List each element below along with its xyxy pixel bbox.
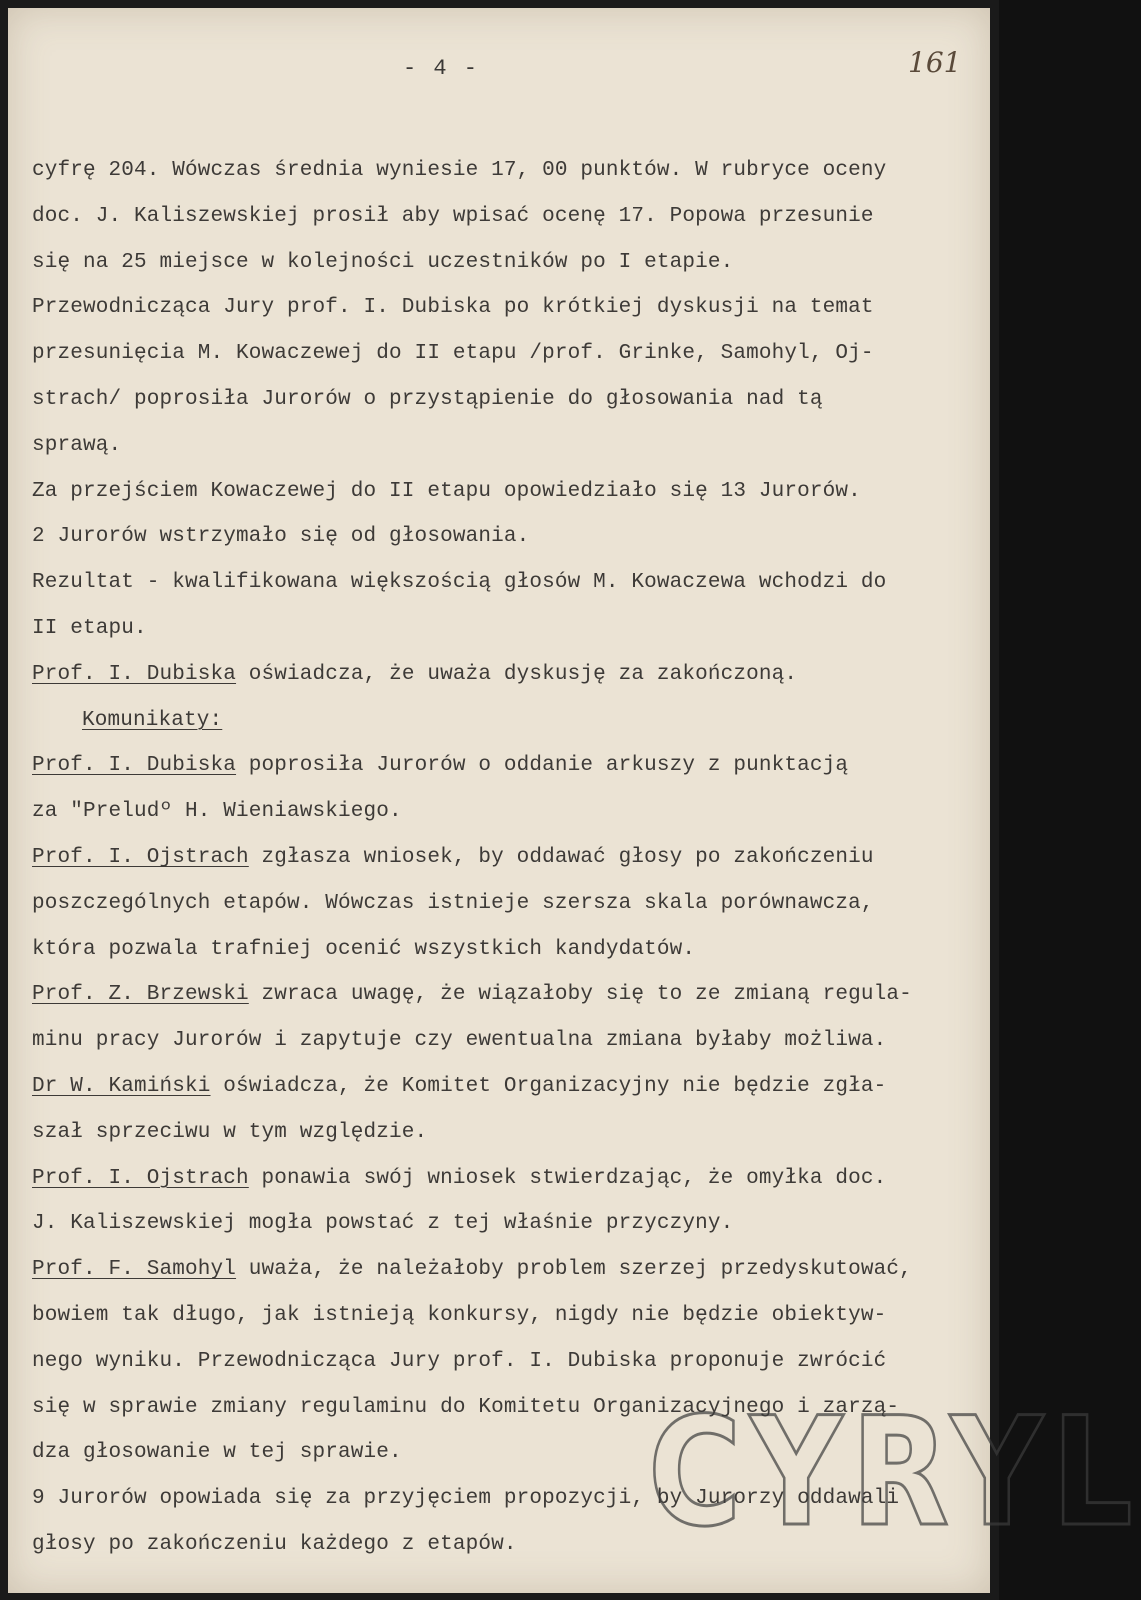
text-line: nego wyniku. Przewodnicząca Jury prof. I. Dubiska proponuje zwrócić [32, 1349, 887, 1373]
communications-heading: Komunikaty: [82, 708, 223, 732]
speaker-text: ponawia swój wniosek stwierdzając, że omyłka doc. [248, 1166, 887, 1190]
speaker-name: Prof. I. Ojstrach [32, 845, 249, 869]
speaker-name: Prof. I. Ojstrach [32, 1166, 249, 1190]
folio-number: 161 [908, 46, 962, 79]
text-line: 2 Jurorów wstrzymało się od głosowania. [32, 525, 530, 549]
text-line: Za przejściem Kowaczewej do II etapu opowiedziało się 13 Jurorów. [32, 479, 861, 503]
text-line: minu pracy Jurorów i zapytuje czy ewentualna zmiana byłaby możliwa. [32, 1029, 887, 1053]
text-line: cyfrę 204. Wówczas średnia wyniesie 17, 00 punktów. W rubryce oceny [32, 159, 887, 182]
speaker-text: zgłasza wniosek, by oddawać głosy po zakończeniu [248, 845, 874, 869]
archive-watermark: CYRYL [648, 1386, 1141, 1560]
text-line: która pozwala trafniej ocenić wszystkich kandydatów. [32, 937, 696, 961]
text-line [32, 972, 982, 1018]
text-line: się w sprawie zmiany regulaminu do Komitetu Organizacyjnego i zarzą- [32, 1395, 900, 1419]
text-line: przesunięcia M. Kowaczewej do II etapu /prof. Grinke, Samohyl, Oj- [32, 342, 874, 366]
text-line [32, 1156, 982, 1202]
text-line: doc. J. Kaliszewskiej prosił aby wpisać ocenę 17. Popowa przesunie [32, 204, 874, 228]
speaker-name: Prof. Z. Brzewski [32, 983, 249, 1007]
text-line: Rezultat - kwalifikowana większością głosów M. Kowaczewa wchodzi do [32, 571, 887, 595]
text-line: dza głosowanie w tej sprawie. [32, 1441, 402, 1465]
document-page [8, 8, 1141, 1593]
speaker-text: poprosiła Jurorów o oddanie arkuszy z punktacją [236, 754, 849, 778]
speaker-text: uważa, że należałoby problem szerzej przedyskutować, [236, 1258, 912, 1282]
text-line: II etapu. [32, 616, 147, 640]
speaker-name: Prof. I. Dubiska [32, 662, 237, 686]
text-line: głosy po zakończeniu każdego z etapów. [32, 1532, 517, 1556]
speaker-name: Dr W. Kamiński [32, 1074, 211, 1098]
text-line: bowiem tak długo, jak istnieją konkursy, nigdy nie będzie obiektyw- [32, 1303, 887, 1327]
speaker-name: Prof. F. Samohyl [32, 1258, 237, 1282]
text-line [32, 1064, 982, 1110]
speaker-name: Prof. I. Dubiska [32, 754, 237, 778]
text-line: szał sprzeciwu w tym względzie. [32, 1120, 428, 1144]
page-number: - 4 - [403, 56, 480, 81]
text-line: się na 25 miejsce w kolejności uczestników po I etapie. [32, 250, 734, 274]
text-line: za "Preludº H. Wieniawskiego. [32, 800, 402, 824]
document-body [32, 148, 982, 1568]
text-line: strach/ poprosiła Jurorów o przystąpienie do głosowania nad tą [32, 387, 823, 411]
text-line: sprawą. [32, 433, 122, 457]
text-line: J. Kaliszewskiej mogła powstać z tej właśnie przyczyny. [32, 1212, 734, 1236]
speaker-text: oświadcza, że Komitet Organizacyjny nie będzie zgła- [210, 1074, 887, 1098]
text-line [32, 835, 982, 881]
text-line [32, 652, 982, 698]
text-line: poszczególnych etapów. Wówczas istnieje szersza skala porównawcza, [32, 891, 874, 915]
text-line [32, 743, 982, 789]
speaker-text: oświadcza, że uważa dyskusję za zakończoną. [236, 662, 798, 686]
text-line: 9 Jurorów opowiada się za przyjęciem propozycji, by Jurorzy oddawali [32, 1487, 900, 1511]
section-heading [32, 698, 982, 744]
text-line: Przewodnicząca Jury prof. I. Dubiska po krótkiej dyskusji na temat [32, 296, 874, 320]
speaker-text: zwraca uwagę, że wiązałoby się to ze zmianą regula- [248, 983, 912, 1007]
text-line [32, 1247, 982, 1293]
